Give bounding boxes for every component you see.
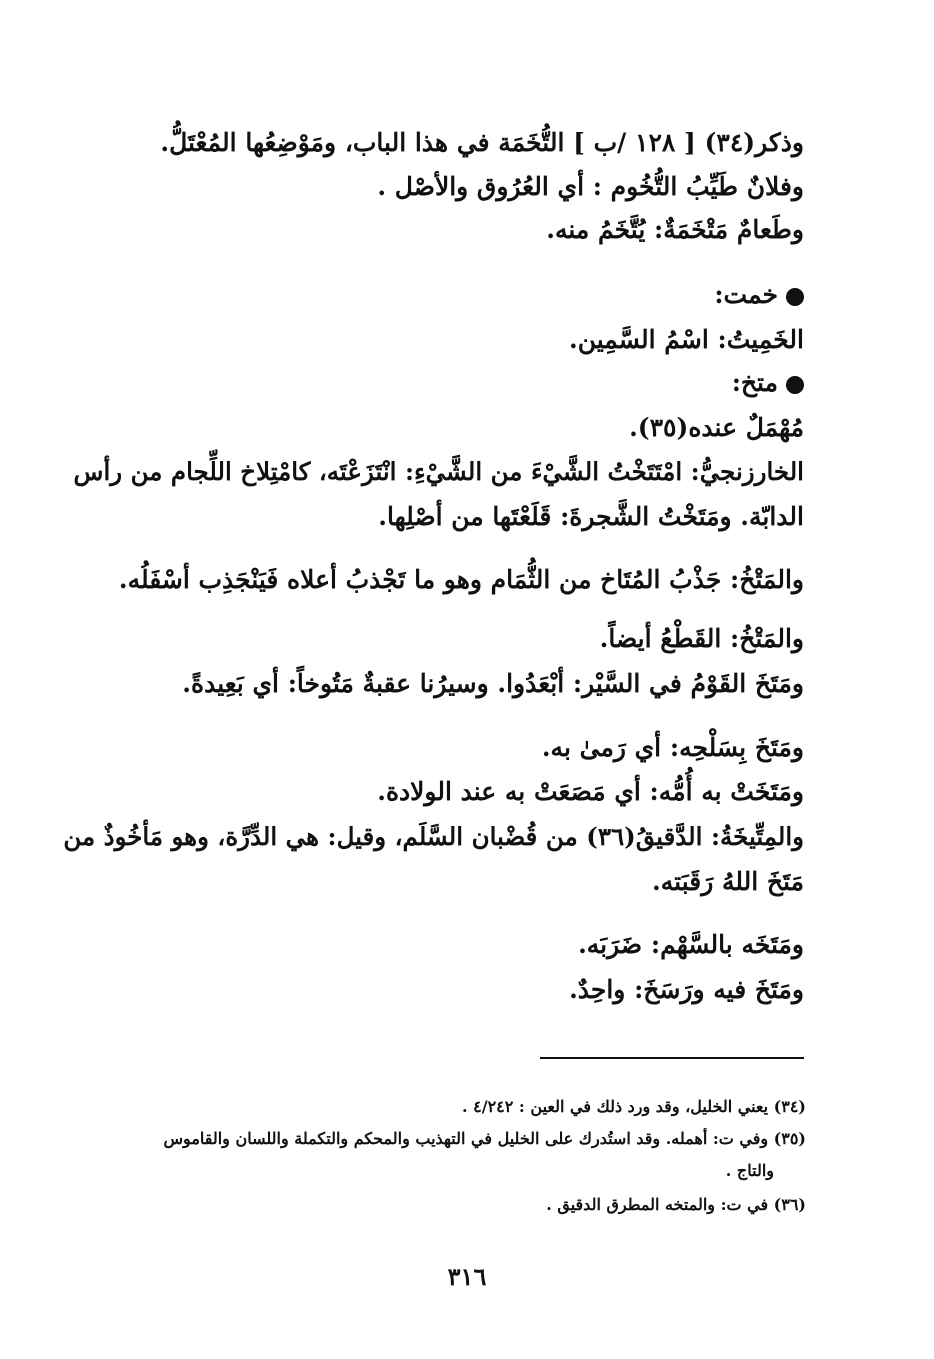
footnote-divider (540, 1057, 804, 1059)
text-line-13: ومَتَخَ بِسَلْحِه: أي رَمىٰ به. (541, 733, 804, 762)
heading-label: خمت: (714, 280, 778, 309)
text-line-17: ومَتَخَه بالسَّهْم: ضَرَبَه. (578, 930, 804, 959)
text-line-8: الخارزنجيُّ: امْتَتَخْتُ الشَّيْءَ من الشَّيْءِ: انْتَزَعْتَه، كامْتِلاخ اللِّجام من رأس (73, 457, 804, 486)
text-line-2: وفلانٌ طَيِّبُ التُّخُوم : أي العُرُوق والأصْل . (377, 172, 804, 201)
text-line-15: والمِتِّيخَةُ: الدَّقيقُ(٣٦) من قُضْبان السَّلَم، وقيل: هي الدِّرَّة، وهو مَأخُوذٌ من (63, 822, 804, 851)
text-line-1: وذكر(٣٤) [ ١٢٨ /ب ] التُّخَمَة في هذا الباب، ومَوْضِعُها المُعْتَلُّ. (160, 128, 804, 157)
text-line-10: والمَتْخُ: جَذْبُ المُتَاخ من الثُّمَام وهو ما تَجْذبُ أعلاه فَيَنْجَذِب أسْفَلُه. (118, 565, 804, 594)
footnote-35: (٣٥) وفي ت: أهمله. وقد استُدرك على الخليل في التهذيب والمحكم والتكملة واللسان والقاموس (163, 1129, 806, 1148)
footnote-36: (٣٦) في ت: والمتخه المطرق الدقيق . (546, 1195, 806, 1214)
bullet-icon (786, 376, 804, 394)
text-line-16: مَتَخَ اللهُ رَقَبَته. (652, 867, 804, 896)
text-line-18: ومَتَخَ فيه ورَسَخَ: واحِدٌ. (569, 975, 804, 1004)
footnote-35-continued: والتاج . (725, 1161, 774, 1180)
entry-heading-khamt (714, 275, 804, 315)
text-line-3: وطَعامٌ مَتْخَمَةٌ: يُتَّخَمُ منه. (546, 215, 804, 244)
text-line-9: الدابّة. ومَتَخْتُ الشَّجرةَ: قَلَعْتَها من أصْلِها. (378, 502, 804, 531)
text-line-14: ومَتَخَتْ به أُمُّه: أي مَصَعَتْ به عند الولادة. (377, 777, 804, 806)
page-number: ٣١٦ (447, 1262, 487, 1291)
text-line-7: مُهْمَلٌ عنده(٣٥). (629, 413, 804, 442)
bullet-icon (786, 288, 804, 306)
text-line-12: ومَتَخَ القَوْمُ في السَّيْر: أبْعَدُوا. وسيرُنا عقبةٌ مَتُوخاً: أي بَعِيدةً. (182, 669, 804, 698)
heading-label: متخ: (731, 368, 778, 397)
text-line-11: والمَتْخُ: القَطْعُ أيضاً. (599, 624, 804, 653)
text-line-5: الخَمِيتُ: اسْمُ السَّمِين. (568, 325, 804, 354)
entry-heading-matkh (732, 363, 804, 403)
footnote-34: (٣٤) يعني الخليل، وقد ورد ذلك في العين : ٤/٢٤٢ . (462, 1097, 806, 1116)
